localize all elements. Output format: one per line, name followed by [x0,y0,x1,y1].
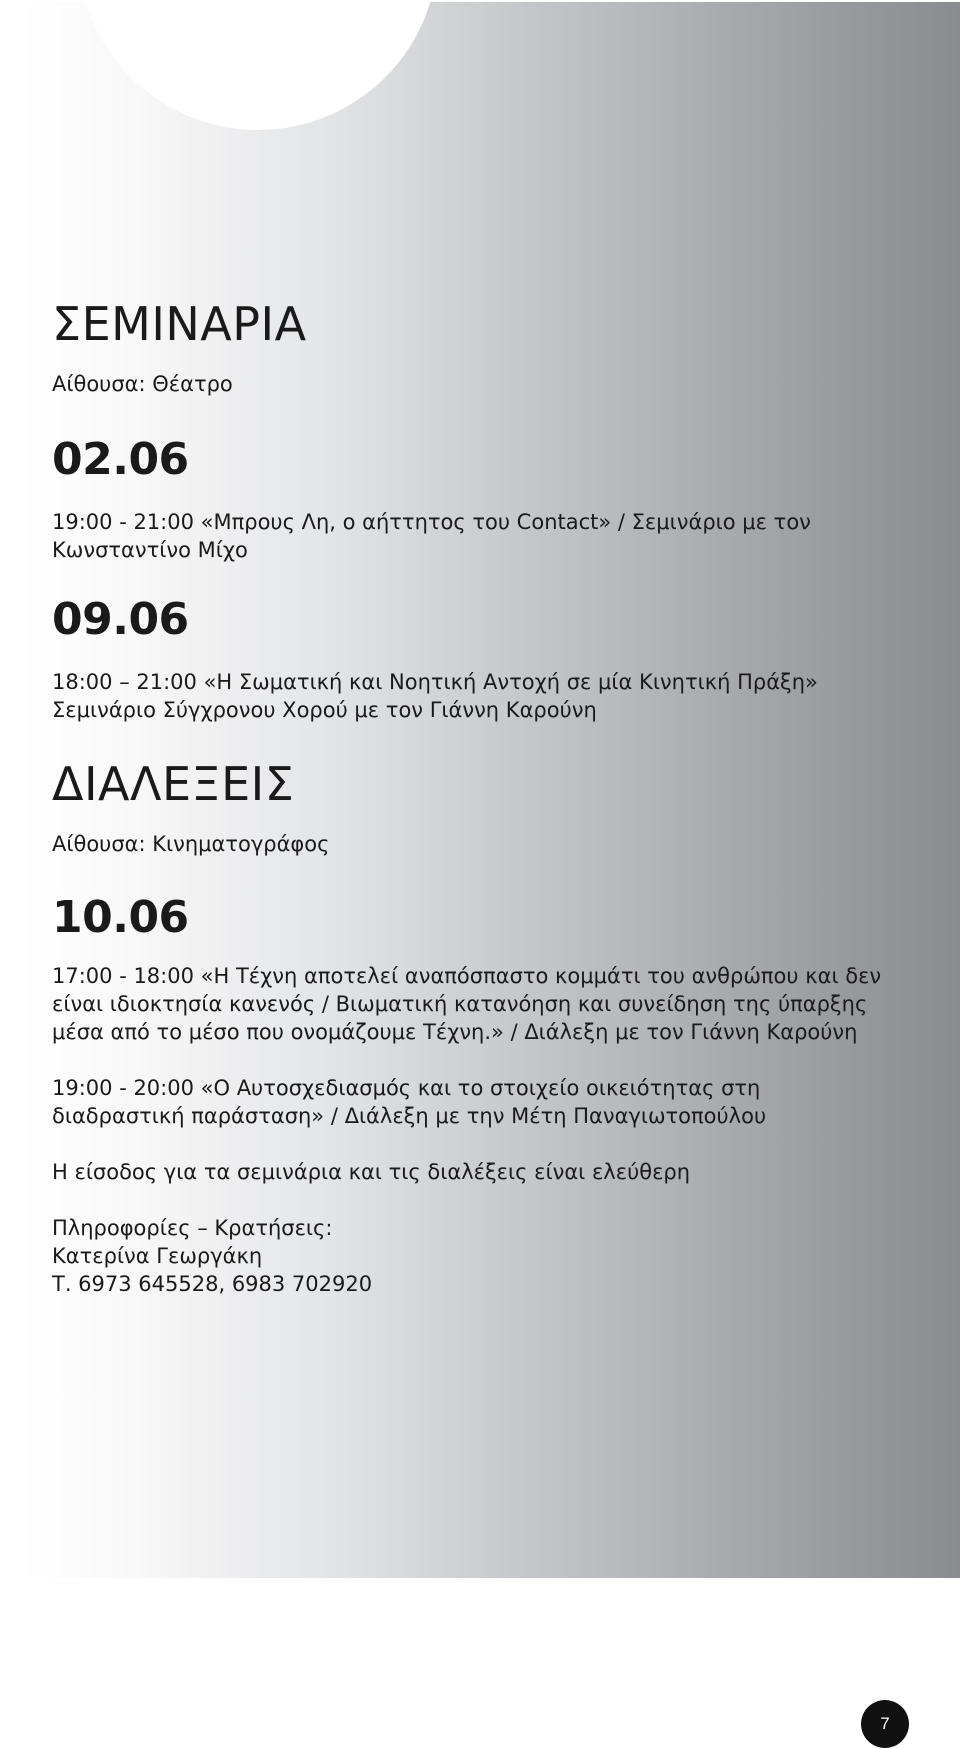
seminar-date-1: 02.06 [52,434,189,485]
lecture-event-1: 17:00 - 18:00 «Η Τέχνη αποτελεί αναπόσπαστο κομμάτι του ανθρώπου και δεν είναι ιδιοκτησία κανενός / Βιωματική κατανόηση και συνείδηση της ύπαρξης μέσα από το μέσο που ονομάζουμε Τέχνη.» / Διάλεξη με τον Γιάννη Καρούνη [52,964,882,1044]
contact-label: Πληροφορίες – Κρατήσεις: [52,1216,333,1240]
decorative-circle [78,2,438,130]
free-entry-note: Η είσοδος για τα σεμινάρια και τις διαλέξεις είναι ελεύθερη [52,1160,691,1184]
lectures-hall: Αίθουσα: Κινηματογράφος [52,832,330,856]
seminar-event-2: 18:00 – 21:00 «Η Σωματική και Νοητική Αντοχή σε μία Κινητική Πράξη» Σεμινάριο Σύγχρονου Χορού με τον Γιάννη Καρούνη [52,670,818,722]
page-number-badge: 7 [861,1700,909,1748]
program-content [52,296,882,1298]
seminars-hall: Αίθουσα: Θέατρο [52,372,233,396]
contact-phones: Τ. 6973 645528, 6983 702920 [52,1272,373,1296]
lecture-date-1: 10.06 [52,892,189,943]
seminars-title: ΣΕΜΙΝΑΡΙΑ [52,297,307,351]
seminar-event-1: 19:00 - 21:00 «Μπρους Λη, ο αήττητος του Contact» / Σεμινάριο με τον Κωνσταντίνο Μίχο [52,510,811,562]
lectures-title: ΔΙΑΛΕΞΕΙΣ [52,757,295,811]
contact-block [52,1214,882,1298]
contact-name: Κατερίνα Γεωργάκη [52,1244,263,1268]
lecture-event-2: 19:00 - 20:00 «Ο Αυτοσχεδιασμός και το στοιχείο οικειότητας στη διαδραστική παράσταση» / Διάλεξη με την Μέτη Παναγιωτοπούλου [52,1076,767,1128]
seminar-date-2: 09.06 [52,594,189,645]
